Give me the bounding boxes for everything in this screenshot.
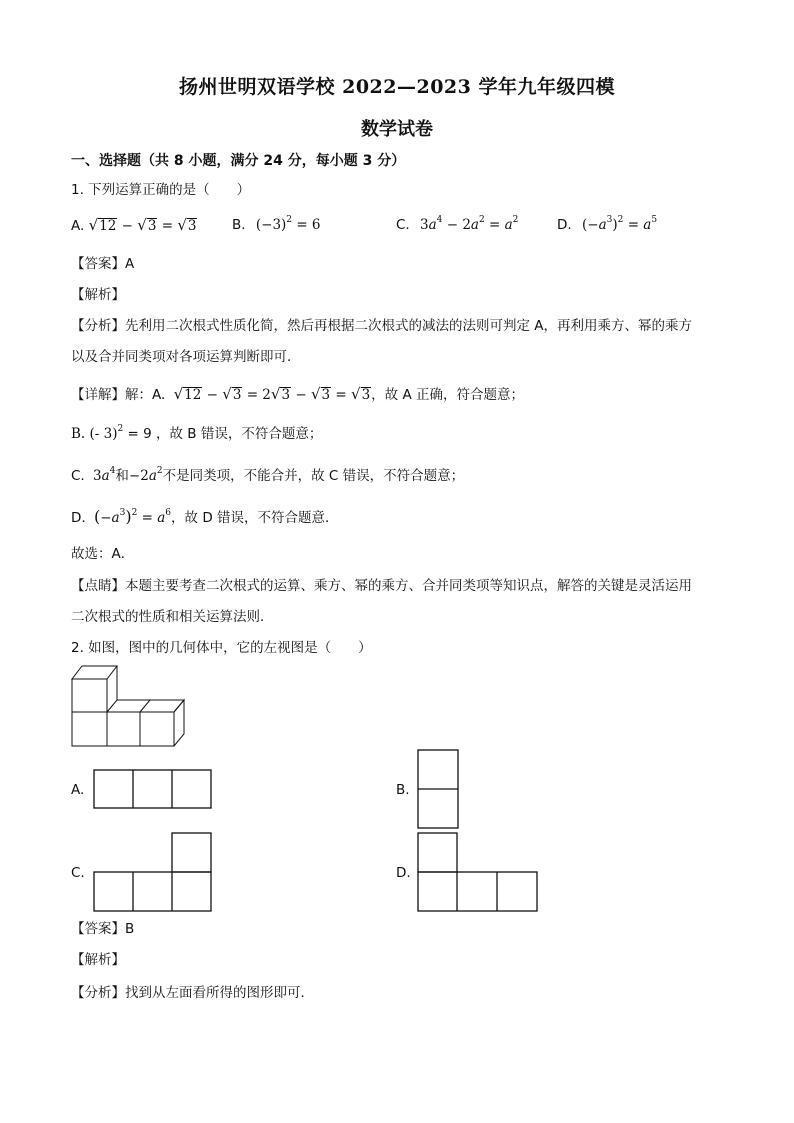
q1-option-d-letter: D. <box>557 217 572 233</box>
q1-answer-value: A <box>125 256 135 272</box>
q1-dianjing-line-2: 二次根式的性质和相关运算法则． <box>71 609 274 625</box>
q1-option-a: A. √12 − √3 = √3 <box>71 216 197 234</box>
q1-xiangjie-b: B. (- 3)$^2$ = 9 ，故 B 错误，不符合题意； <box>71 423 323 442</box>
q1-option-d-exp-3: 5 <box>651 214 658 225</box>
q1-fenxi-line-2: 以及合并同类项对各项运算判断即可． <box>71 349 301 365</box>
q1-choose: 故选：A． <box>71 546 135 562</box>
q2-answer-value: B <box>125 921 135 937</box>
q1-analysis-label: 【解析】 <box>71 287 125 303</box>
q2-analysis-label: 【解析】 <box>71 952 125 968</box>
q1-option-d-exp-1: 3 <box>606 214 613 225</box>
q2-option-b-letter: B. <box>396 782 410 798</box>
page-title: 扬州世明双语学校 2022—2023 学年九年级四模 <box>179 76 615 98</box>
q1-xiangjie-c: C. $3a^4$和$-2a^2$不是同类项，不能合并，故 C 错误，不符合题意； <box>71 465 465 484</box>
q2-answer: 【答案】B <box>71 921 135 937</box>
q1-option-b-exp: 2 <box>286 214 293 225</box>
q1-option-c: C. $3a^4 - 2a^2 = a^2$ <box>396 214 519 233</box>
q1-answer: 【答案】A <box>71 256 135 272</box>
q1-option-a-radicand-2: 3 <box>147 218 157 234</box>
q1-fenxi: 【分析】先利用二次根式性质化简，然后再根据二次根式的减法的法则可判定 A，再利用乘方、幂的乘方 <box>71 318 693 334</box>
q2-option-c-view <box>93 832 215 914</box>
q1-option-c-letter: C. <box>396 217 410 233</box>
q2-option-d-letter: D. <box>396 865 411 881</box>
q1-option-a-radicand-3: 3 <box>187 218 197 234</box>
page-subtitle: 数学试卷 <box>361 119 433 140</box>
q2-option-a-view <box>93 769 213 811</box>
q1-option-c-exp-2: 2 <box>478 214 485 225</box>
q1-option-b-rhs: = 6 <box>296 217 321 233</box>
q1-xiangjie-d: D. $(-a^3)^2 = a^6$，故 D 错误，不符合题意． <box>71 507 339 526</box>
q1-dianjing: 【点睛】本题主要考查二次根式的运算、乘方、幂的乘方、合并同类项等知识点，解答的关键是灵活运用 <box>71 578 692 594</box>
q1-option-a-radicand-1: 12 <box>99 218 117 234</box>
question-1-stem: 1. 下列运算正确的是（ ） <box>71 182 251 198</box>
q1-xiangjie-a: 【详解】解：A. √12 − √3 = 2√3 − √3 = √3，故 A 正确，符合题意； <box>71 385 524 403</box>
q1-option-c-exp-3: 2 <box>512 214 519 225</box>
q1-option-d-exp-2: 2 <box>617 214 624 225</box>
q1-option-b-base: (−3) <box>255 217 287 233</box>
q1-option-c-coef-2: 2 <box>462 217 471 233</box>
q1-option-b-letter: B. <box>232 217 246 233</box>
q2-option-b-view <box>417 749 461 831</box>
q1-option-d: D. $(-a^3)^2 = a^5$ <box>557 214 658 233</box>
section-header: 一、选择题（共 8 小题，满分 24 分，每小题 3 分） <box>71 153 406 169</box>
q1-option-c-coef-1: 3 <box>420 217 429 233</box>
q2-option-d-view <box>417 832 541 914</box>
q2-option-a-letter: A. <box>71 782 85 798</box>
q1-option-a-letter: A. <box>71 218 85 234</box>
question-2-stem: 2. 如图，图中的几何体中，它的左视图是（ ） <box>71 640 372 656</box>
q2-fenxi: 【分析】找到从左面看所得的图形即可． <box>71 985 314 1001</box>
q1-option-c-exp-1: 4 <box>436 214 443 225</box>
q2-option-c-letter: C. <box>71 865 85 881</box>
